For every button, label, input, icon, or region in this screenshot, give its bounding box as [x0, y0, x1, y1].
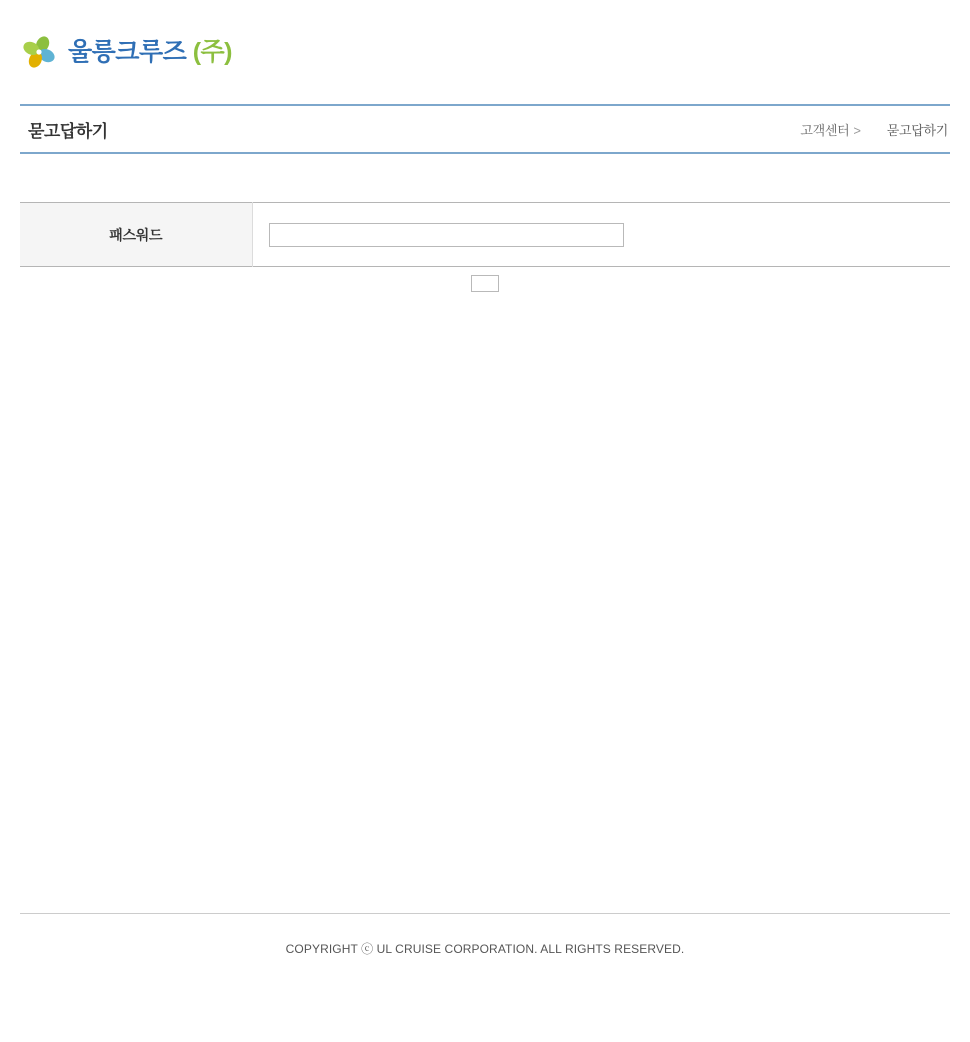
breadcrumb-separator: >	[853, 122, 861, 138]
breadcrumb-current: 묻고답하기	[886, 122, 948, 138]
brand-name	[68, 37, 233, 66]
password-field-cell	[252, 203, 950, 267]
copyright-text: COPYRIGHT ⓒ UL CRUISE CORPORATION. ALL RIGHTS RESERVED.	[285, 942, 685, 956]
password-label: 패스워드	[20, 203, 252, 267]
password-input[interactable]	[269, 223, 624, 247]
main-content	[20, 154, 950, 292]
pinwheel-flower-icon	[20, 33, 58, 71]
title-bar	[20, 104, 950, 154]
table-row	[20, 203, 950, 267]
brand-home-link[interactable]	[20, 33, 232, 71]
form-actions	[20, 275, 950, 292]
breadcrumb-parent[interactable]	[800, 120, 860, 139]
password-form-table	[20, 202, 950, 267]
brand-name-suffix: (주)	[186, 37, 233, 66]
page-title: 묻고답하기	[28, 121, 108, 141]
site-header	[0, 0, 970, 104]
breadcrumb	[800, 120, 950, 139]
footer-inner	[20, 913, 950, 957]
site-footer	[0, 913, 970, 957]
breadcrumb-parent-label: 고객센터	[800, 122, 850, 138]
confirm-button[interactable]	[471, 275, 499, 292]
brand-name-main: 울릉크루즈	[68, 37, 187, 66]
